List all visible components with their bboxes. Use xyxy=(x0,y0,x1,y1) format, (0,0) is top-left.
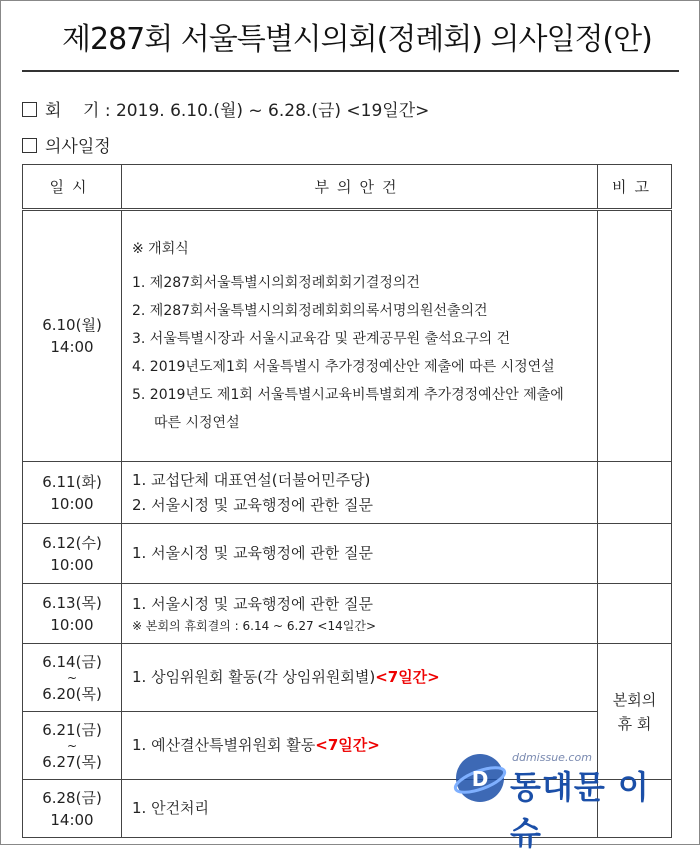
agenda-item: 3. 서울특별시장과 서울시교육감 및 관계공무원 출석요구의 건 xyxy=(132,331,511,347)
session-period xyxy=(22,96,429,121)
agenda-item-continued: 따른 시정연설 xyxy=(154,415,240,431)
date-text: 6.10(월) xyxy=(42,316,102,334)
header-date: 일시 xyxy=(23,165,122,210)
table-row xyxy=(23,524,672,584)
time-text: 14:00 xyxy=(50,338,94,356)
table-row xyxy=(23,462,672,524)
items-cell xyxy=(122,644,598,712)
time-text: 10:00 xyxy=(50,494,94,513)
logo-emblem-icon xyxy=(452,750,508,806)
note-cell xyxy=(598,584,672,644)
agenda-heading xyxy=(22,132,111,157)
agenda-item: 4. 2019년도제1회 서울특별시 추가경정예산안 제출에 따른 시정연설 xyxy=(132,359,555,375)
agenda-table xyxy=(22,164,672,838)
date-cell xyxy=(23,780,122,838)
table-row xyxy=(23,644,672,712)
agenda-item: 2. 제287회서울특별시의회정례회회의록서명의원선출의건 xyxy=(132,303,488,319)
time-text: 14:00 xyxy=(50,810,94,829)
duration-highlight: <7일간> xyxy=(315,736,380,754)
agenda-item: 1. 예산결산특별위원회 활동 xyxy=(132,736,316,754)
range-tilde: ~ xyxy=(66,738,78,753)
date-cell xyxy=(23,462,122,524)
date-text: 6.28(금) xyxy=(42,788,102,807)
watermark-url: ddmissue.com xyxy=(512,751,592,764)
recess-resolution-note: ※ 본회의 휴회결의 : 6.14 ~ 6.27 <14일간> xyxy=(132,619,376,633)
watermark-logo xyxy=(452,748,672,852)
agenda-item: 1. 상임위원회 활동(각 상임위원회별) xyxy=(132,668,376,686)
date-text: 6.13(목) xyxy=(42,593,102,612)
duration-highlight: <7일간> xyxy=(375,668,440,686)
note-cell xyxy=(598,524,672,584)
date-cell xyxy=(23,644,122,712)
table-row xyxy=(23,210,672,462)
agenda-item: 1. 서울시정 및 교육행정에 관한 질문 xyxy=(132,544,374,562)
date-cell xyxy=(23,712,122,780)
agenda-item: 1. 제287회서울특별시의회정례회회기결정의건 xyxy=(132,275,420,291)
page-title: 제287회 서울특별시의회(정례회) 의사일정(안) xyxy=(62,22,652,57)
table-header-row xyxy=(23,165,672,210)
time-text: 10:00 xyxy=(50,555,94,574)
recess-note-line2: 휴 회 xyxy=(617,714,652,733)
watermark-name: 동대문 이슈 xyxy=(510,768,650,852)
agenda-item: 2. 서울시정 및 교육행정에 관한 질문 xyxy=(132,495,374,514)
svg-text:D: D xyxy=(471,767,489,791)
items-cell xyxy=(122,462,598,524)
agenda-item: 1. 교섭단체 대표연설(더불어민주당) xyxy=(132,470,371,489)
range-tilde: ~ xyxy=(66,670,78,685)
agenda-item: 5. 2019년도 제1회 서울특별시교육비특별회계 추가경정예산안 제출에 xyxy=(132,387,564,403)
date-text: 6.20(목) xyxy=(42,684,102,703)
agenda-item: 1. 안건처리 xyxy=(132,799,210,817)
recess-note-line1: 본회의 xyxy=(612,690,657,709)
header-note: 비고 xyxy=(598,165,672,210)
title-underline xyxy=(22,70,679,72)
items-cell xyxy=(122,584,598,644)
date-cell xyxy=(23,210,122,462)
date-cell xyxy=(23,524,122,584)
note-cell xyxy=(598,462,672,524)
date-text: 6.27(목) xyxy=(42,752,102,771)
table-row xyxy=(23,584,672,644)
items-cell xyxy=(122,210,598,462)
opening-ceremony: ※ 개회식 xyxy=(132,241,189,257)
agenda-item: 1. 서울시정 및 교육행정에 관한 질문 xyxy=(132,595,374,613)
agenda-heading-text: 의사일정 xyxy=(45,137,111,157)
checkbox-icon xyxy=(22,102,37,117)
date-text: 6.14(금) xyxy=(42,652,102,671)
header-items: 부의안건 xyxy=(122,165,598,210)
note-cell xyxy=(598,210,672,462)
date-text: 6.12(수) xyxy=(42,533,102,552)
date-text: 6.11(화) xyxy=(42,472,102,491)
date-text: 6.21(금) xyxy=(42,720,102,739)
session-period-text: 회 기 : 2019. 6.10.(월) ~ 6.28.(금) <19일간> xyxy=(45,101,430,121)
date-cell xyxy=(23,584,122,644)
items-cell xyxy=(122,524,598,584)
time-text: 10:00 xyxy=(50,615,94,634)
checkbox-icon xyxy=(22,138,37,153)
